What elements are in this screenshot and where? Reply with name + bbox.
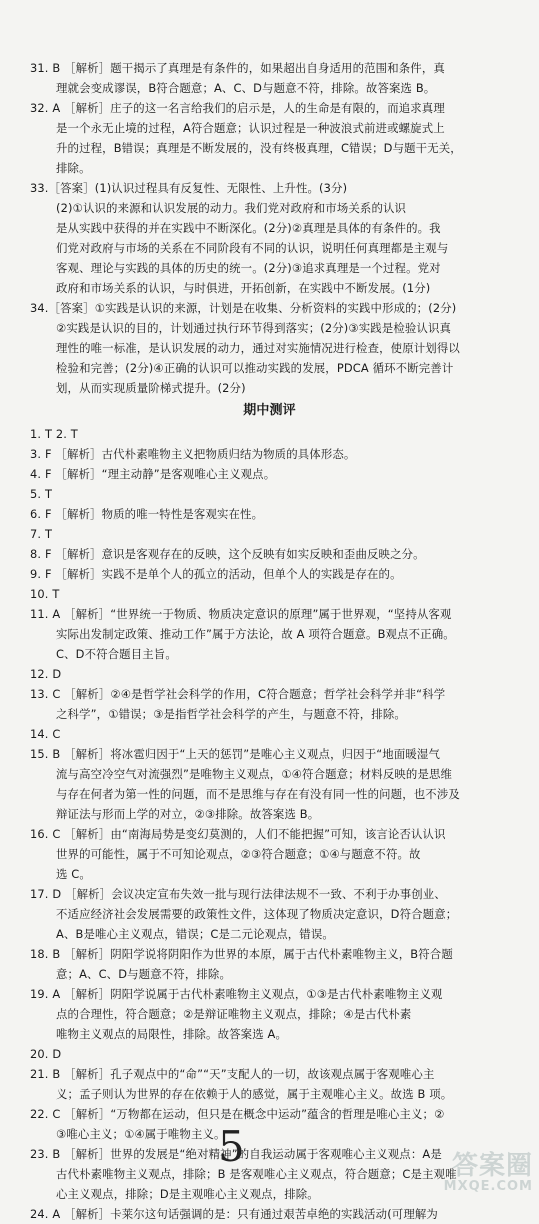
- answer-text-block: [0, 58, 539, 1224]
- text-line: 4. F ［解析］“理主动静”是客观唯心主义观点。: [30, 467, 276, 481]
- text-line: 意；A、C、D与题意不符，排除。: [56, 967, 231, 981]
- text-line: 10. T: [30, 587, 60, 601]
- text-line: 3. F ［解析］古代朴素唯物主义把物质归结为物质的具体形态。: [30, 447, 356, 461]
- watermark-logo: [444, 1152, 533, 1194]
- text-line: 检验和完善；(2分)④正确的认识可以推动实践的发展，PDCA 循环不断完善计: [56, 361, 454, 375]
- text-line: 24. A ［解析］卡莱尔这句话强调的是：只有通过艰苦卓绝的实践活动(可理解为: [30, 1207, 438, 1221]
- text-line: 客观、理论与实践的具体的历史的统一。(2分)③追求真理是一个过程。党对: [56, 261, 441, 275]
- text-line: ③唯心主义；①④属于唯物主义。: [56, 1127, 226, 1141]
- text-line: 世界的可能性，属于不可知论观点，②③符合题意；①④与题意不符。故: [56, 847, 421, 861]
- text-line: 33.［答案］(1)认识过程具有反复性、无限性、上升性。(3分): [30, 181, 348, 195]
- text-line: 是一个永无止境的过程，A符合题意；认识过程是一种波浪式前进或螺旋式上: [56, 121, 445, 135]
- text-line: 8. F ［解析］意识是客观存在的反映，这个反映有如实反映和歪曲反映之分。: [30, 547, 425, 561]
- text-line: 实际出发制定政策、推动工作”属于方法论，故 A 项符合题意。B观点不正确。: [56, 627, 455, 641]
- text-line: 31. B ［解析］题干揭示了真理是有条件的，如果超出自身适用的范围和条件，真: [30, 61, 445, 75]
- text-line: 13. C ［解析］②④是哲学社会科学的作用，C符合题意；哲学社会科学并非“科学: [30, 687, 446, 701]
- text-line: 选 C。: [56, 867, 91, 881]
- text-line: 7. T: [30, 527, 53, 541]
- text-line: 20. D: [30, 1047, 62, 1061]
- text-line: 12. D: [30, 667, 62, 681]
- text-line: A、B是唯心主义观点，错误；C是二元论观点，错误。: [56, 927, 334, 941]
- text-line: 政府和市场关系的认识，与时俱进，开拓创新，在实践中不断发展。(1分): [56, 281, 431, 295]
- text-line: 理性的唯一标准，是认识发展的动力，通过对实施情况进行检查，使原计划得以: [56, 341, 460, 355]
- text-line: 32. A ［解析］庄子的这一名言给我们的启示是，人的生命是有限的，而追求真理: [30, 101, 445, 115]
- text-line: 23. B ［解析］世界的发展是“绝对精神”的自我运动属于客观唯心主义观点：A是: [30, 1147, 442, 1161]
- text-line: 21. B ［解析］孔子观点中的“命”“天”支配人的一切，故该观点属于客观唯心主: [30, 1067, 435, 1081]
- text-line: 之科学”，①错误；③是指哲学社会科学的产生，与题意不符，排除。: [56, 707, 406, 721]
- text-line: 6. F ［解析］物质的唯一特性是客观实在性。: [30, 507, 264, 521]
- text-line: 唯物主义观点的局限性，排除。故答案选 A。: [56, 1027, 287, 1041]
- text-line: C、D不符合题目主旨。: [56, 647, 177, 661]
- text-line: 义；孟子则认为世界的存在依赖于人的感觉，属于主观唯心主义。故选 B 项。: [56, 1087, 453, 1101]
- text-line: 点的合理性，符合题意；②是辩证唯物主义观点，排除；④是古代朴素: [56, 1007, 412, 1021]
- page-number: 5: [218, 1122, 245, 1171]
- text-line: 古代朴素唯物主义观点，排除；B 是客观唯心主义观点，符合题意；C是主观唯: [56, 1167, 457, 1181]
- text-line: 11. A ［解析］“世界统一于物质、物质决定意识的原理”属于世界观，“坚持从客观: [30, 607, 452, 621]
- text-line: 与存在何者为第一性的问题，而不是思维与存在有没有同一性的问题，也不涉及: [56, 787, 460, 801]
- text-line: ②实践是认识的目的，计划通过执行环节得到落实；(2分)③实践是检验认识真: [56, 321, 452, 335]
- text-line: 16. C ［解析］由“南海局势是变幻莫测的，人们不能把握”可知，该言论否认认识: [30, 827, 446, 841]
- text-line: 排除。: [56, 161, 91, 175]
- text-line: 辩证法与形而上学的对立，②③排除。故答案选 B。: [56, 807, 320, 821]
- watermark-url: MXQE.COM: [443, 1179, 533, 1194]
- text-line: 们党对政府与市场的关系在不同阶段有不同的认识，说明任何真理都是主观与: [56, 241, 449, 255]
- text-line: 18. B ［解析］阴阳学说将阴阳作为世界的本原，属于古代朴素唯物主义，B符合题: [30, 947, 453, 961]
- text-line: 流与高空冷空气对流强烈”是唯物主义观点，①④符合题意；材料反映的是思维: [56, 767, 453, 781]
- text-line: 心主义观点，排除；D是主观唯心主义观点，排除。: [56, 1187, 319, 1201]
- text-line: 17. D ［解析］会议决定宣布失效一批与现行法律法规不一致、不利于办事创业、: [30, 887, 446, 901]
- watermark-text: 答案圈: [451, 1151, 533, 1181]
- text-line: 不适应经济社会发展需要的政策性文件，这体现了物质决定意识，D符合题意；: [56, 907, 458, 921]
- text-line: 14. C: [30, 727, 61, 741]
- text-line: 34.［答案］①实践是认识的来源，计划是在收集、分析资料的实践中形成的；(2分): [30, 301, 457, 315]
- text-line: 1. T 2. T: [30, 427, 78, 441]
- text-line: 升的过程，B错误；真理是不断发展的，没有终极真理，C错误；D与题干无关，: [56, 141, 462, 155]
- text-line: 5. T: [30, 487, 53, 501]
- text-line: 15. B ［解析］将冰雹归因于“上天的惩罚”是唯心主义观点，归因于“地面暖湿气: [30, 747, 440, 761]
- section-heading: 期中测评: [243, 403, 296, 418]
- text-line: (2)①认识的来源和认识发展的动力。我们党对政府和市场关系的认识: [56, 201, 407, 215]
- text-line: 理就会变成谬误，B符合题意；A、C、D与题意不符，排除。故答案选 B。: [56, 81, 436, 95]
- text-line: 19. A ［解析］阴阳学说属于古代朴素唯物主义观点，①③是古代朴素唯物主义观: [30, 987, 443, 1001]
- text-line: 是从实践中获得的并在实践中不断深化。(2分)②真理是具体的有条件的。我: [56, 221, 441, 235]
- text-line: 划，从而实现质量阶梯式提升。(2分): [56, 381, 246, 395]
- text-line: 22. C ［解析］“万物都在运动，但只是在概念中运动”蕴含的哲理是唯心主义；②: [30, 1107, 445, 1121]
- text-line: 9. F ［解析］实践不是单个人的孤立的活动，但单个人的实践是存在的。: [30, 567, 402, 581]
